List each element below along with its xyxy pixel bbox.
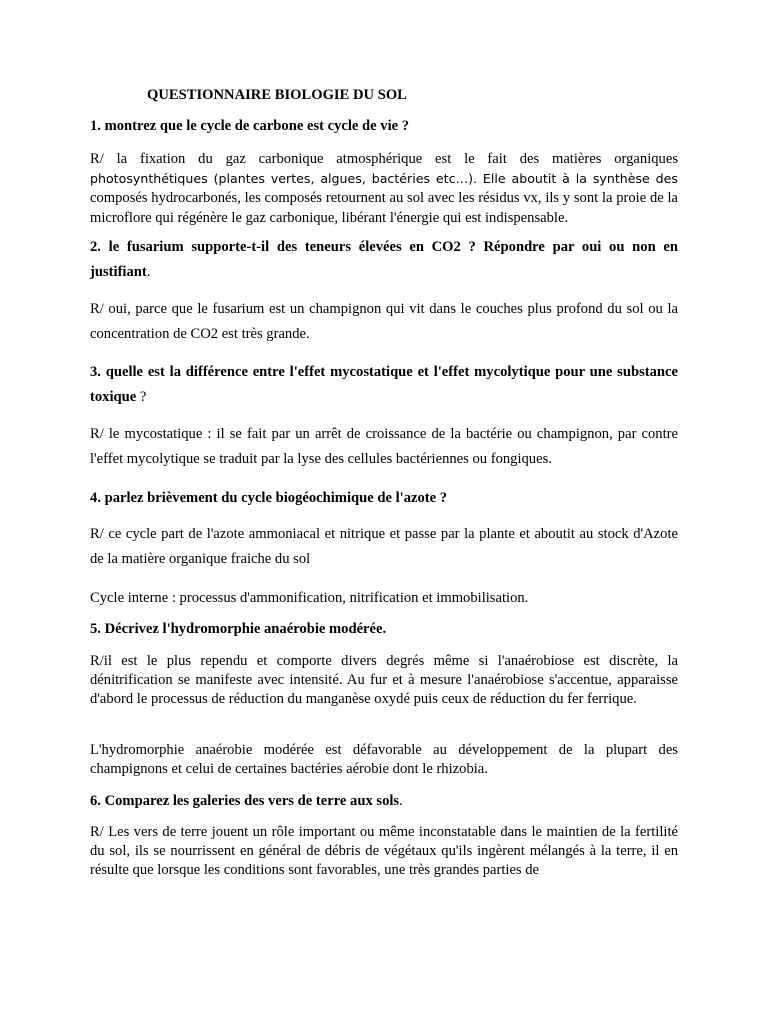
question-2-end: . [146,264,151,280]
question-6 [90,792,678,811]
answer-4-note: Cycle interne : processus d'ammonification, nitrification et immobilisation. [90,590,529,606]
answer-1-part1: R/ la fixation du gaz carbonique atmosphérique est le fait des matières organiques [90,151,678,167]
question-6-end: . [399,793,403,809]
answer-3: R/ le mycostatique : il se fait par un arrêt de croissance de la bactérie ou champignon, par contre l'effet mycolytique se traduit par la lyse des cellules bactériennes ou fongiques. [90,426,678,467]
question-2 [90,235,678,285]
question-5: 5. Décrivez l'hydromorphie anaérobie modérée. [90,621,387,637]
answer-5-paragraph-2: L'hydromorphie anaérobie modérée est défavorable au développement de la plupart des champignons et celui de certaines bactéries aérobie dont le rhizobia. [90,742,678,778]
question-4: 4. parlez brièvement du cycle biogéochimique de l'azote ? [90,490,448,506]
question-3 [90,360,678,410]
answer-1-part3: composés hydrocarbonés, les composés retournent au sol avec les résidus vx, ils y sont la proie de la microflore qui régénère le gaz carbonique, libérant l'énergie qui est indispensable. [90,190,678,226]
answer-1-part2: photosynthétiques (plantes vertes, algues, bactéries etc…). Elle aboutit à la synthèse des [90,171,678,187]
answer-4: R/ ce cycle part de l'azote ammoniacal et nitrique et passe par la plante et aboutit au stock d'Azote de la matière organique fraiche du sol [90,526,678,567]
answer-2: R/ oui, parce que le fusarium est un champignon qui vit dans le couches plus profond du sol ou la concentration de CO2 est très grande. [90,301,678,342]
answer-5: R/il est le plus rependu et comporte divers degrés même si l'anaérobiose est discrète, la dénitrification se manifeste avec intensité. Au fur et à mesure l'anaérobiose s'accentue, apparaisse d'abord le processus de réduction du manganèse oxydé puis ceux de réduction du fer ferrique. [90,653,678,708]
answer-6: R/ Les vers de terre jouent un rôle important ou même inconstatable dans le maintien de la fertilité du sol, ils se nourrissent en général de débris de végétaux qu'ils ingèrent mélangés à la terre, il en résulte que lorsque les conditions sont favorables, une très grandes parties de [90,824,678,879]
question-3-end: ? [136,389,147,405]
question-6-text: 6. Comparez les galeries des vers de terre aux sols [90,793,400,809]
answer-1 [90,150,678,228]
question-1: 1. montrez que le cycle de carbone est cycle de vie ? [90,118,410,134]
question-2-text: 2. le fusarium supporte-t-il des teneurs élevées en CO2 ? Répondre par oui ou non en justifiant [90,239,678,280]
question-3-text: 3. quelle est la différence entre l'effet mycostatique et l'effet mycolytique pour une substance toxique [90,364,678,405]
document-title: QUESTIONNAIRE BIOLOGIE DU SOL [147,87,407,103]
